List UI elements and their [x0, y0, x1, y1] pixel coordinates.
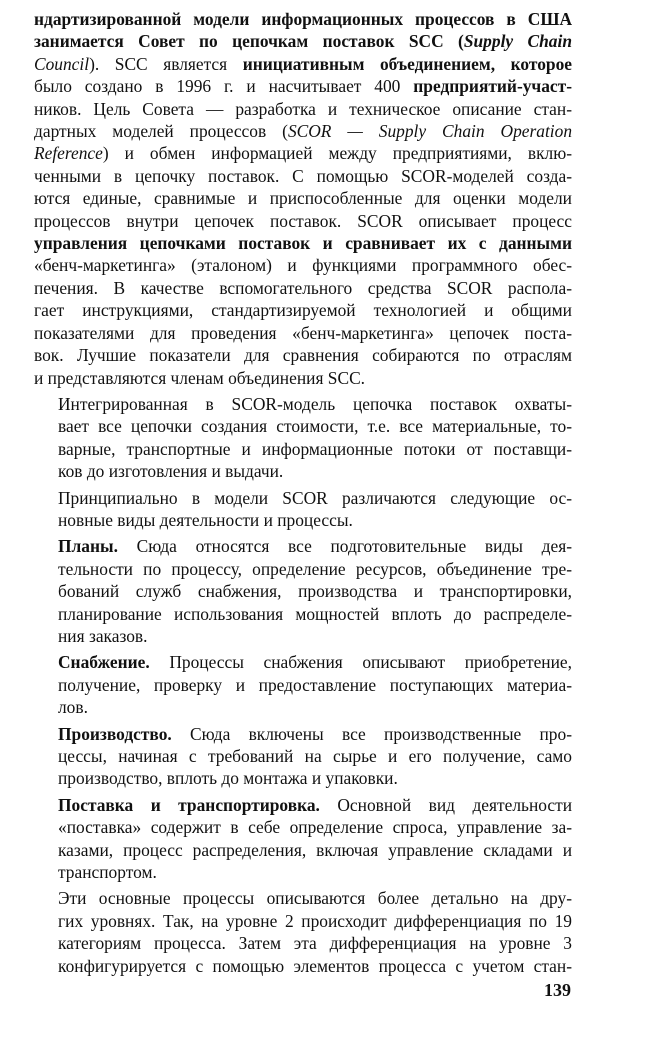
text-run: тельности по процессу, определение ресурсов, объединение тре- [58, 558, 572, 579]
text-run: получение, проверку и предоставление поступающих материа- [58, 674, 572, 695]
text-run: печения. В качестве вспомогательного средства SCOR распола- [34, 277, 572, 298]
text-line [34, 142, 572, 164]
text-run: Процессы снабжения описывают приобретение, [149, 652, 572, 673]
text-line [34, 344, 572, 366]
text-run: показателями для проведения «бенч-маркетинга» цепочек поста- [34, 322, 572, 343]
paragraph [34, 8, 572, 389]
text-run: варные, транспортные и информационные потоки от поставщи- [58, 438, 572, 459]
text-run: управления цепочками поставок и сравнивает их с данными [34, 233, 572, 254]
text-line [34, 120, 572, 142]
text-line [58, 861, 572, 883]
text-line [34, 367, 572, 389]
text-run: занимается Совет по цепочкам поставок SCC ( [34, 31, 464, 52]
text-run: Снабжение. [58, 652, 150, 673]
text-run: казами, процесс распределения, включая управление складами и [58, 839, 572, 860]
text-run: ) и обмен информацией между предприятиями, вклю- [102, 143, 572, 164]
text-line [34, 98, 572, 120]
text-line [58, 603, 572, 625]
text-run: «бенч-маркетинга» (эталоном) и функциями программного обес- [34, 255, 572, 276]
text-line [58, 415, 572, 437]
text-run: категориям процесса. Затем эта дифференциация на уровне 3 [58, 933, 572, 954]
text-run: ндартизированной модели информационных процессов в США [34, 9, 572, 29]
text-line [58, 794, 572, 816]
text-line [58, 910, 572, 932]
text-line [58, 932, 572, 954]
text-line [34, 277, 572, 299]
text-run: SCOR — Supply Chain Operation [287, 121, 573, 142]
text-run: ). SCC является [89, 53, 243, 74]
text-run: ков до изготовления и выдачи. [58, 461, 284, 482]
text-line [58, 955, 572, 977]
text-run: Интегрированная в SCOR-модель цепочка поставок охваты- [58, 393, 572, 414]
text-run: ченными в цепочку поставок. С помощью SCOR-моделей созда- [34, 165, 572, 186]
text-line [34, 322, 572, 344]
text-run: конфигурируется с помощью элементов процесса с учетом стан- [58, 955, 572, 976]
text-run: Council [34, 53, 90, 74]
text-line [58, 460, 572, 482]
text-run: Производство. [58, 723, 172, 744]
text-line [58, 816, 572, 838]
paragraph [34, 393, 572, 483]
text-run: процессов внутри цепочек поставок. SCOR описывает процесс [34, 210, 572, 231]
text-line [58, 487, 572, 509]
text-run: инициативным объединением, которое [242, 53, 572, 74]
page-number: 139 [544, 980, 571, 1000]
text-run: Планы. [58, 536, 118, 557]
paragraph [34, 794, 572, 884]
text-line [58, 438, 572, 460]
text-line [34, 8, 572, 30]
text-line [58, 696, 572, 718]
text-line [58, 651, 572, 673]
text-run: ются единые, сравнимые и приспособленные для оценки модели [34, 188, 572, 209]
paragraph [34, 487, 572, 532]
text-line [58, 723, 572, 745]
text-run: было создано в 1996 г. и насчитывает 400 [34, 76, 414, 97]
text-run: новные виды деятельности и процессы. [58, 509, 353, 530]
text-run: гает инструкциями, стандартизируемой технологией и общими [34, 300, 572, 321]
text-run: гих уровнях. Так, на уровне 2 происходит дифференциация по 19 [58, 910, 572, 931]
text-line [58, 393, 572, 415]
text-run: Reference [34, 143, 103, 164]
paragraph [34, 887, 572, 977]
text-run: предприятий-участ- [413, 76, 572, 97]
text-run: вок. Лучшие показатели для сравнения собираются по отраслям [34, 345, 572, 366]
text-line [58, 745, 572, 767]
text-line [34, 254, 572, 276]
paragraph [34, 535, 572, 647]
text-line [34, 299, 572, 321]
text-run: ния заказов. [58, 625, 148, 646]
text-line [34, 75, 572, 97]
text-line [58, 558, 572, 580]
text-line [58, 535, 572, 557]
paragraph [34, 723, 572, 790]
body-text [34, 8, 572, 977]
text-run: «поставка» содержит в себе определение спроса, управление за- [58, 817, 572, 838]
text-line [58, 625, 572, 647]
text-run: вает все цепочки создания стоимости, т.е. все материальные, то- [58, 416, 572, 437]
text-line [58, 674, 572, 696]
paragraph [34, 651, 572, 718]
text-line [34, 232, 572, 254]
text-run: цессы, начиная с требований на сырье и его получение, само [58, 746, 572, 766]
text-run: бований служб снабжения, производства и транспортировки, [58, 581, 572, 602]
text-run: Сюда относятся все подготовительные виды дея- [117, 536, 572, 557]
text-line [58, 580, 572, 602]
text-line [34, 53, 572, 75]
text-run: Эти основные процессы описываются более детально на дру- [58, 888, 572, 909]
text-line [34, 187, 572, 209]
text-line [34, 165, 572, 187]
text-run: планирование использования мощностей вплоть до распределе- [58, 603, 572, 624]
text-line [58, 887, 572, 909]
text-run: ников. Цель Совета — разработка и техническое описание стан- [34, 98, 572, 119]
text-run: Поставка и транспортировка. [58, 794, 320, 815]
text-run: Сюда включены все производственные про- [171, 723, 572, 744]
text-line [58, 509, 572, 531]
text-run: транспортом. [58, 862, 157, 883]
text-run: Основной вид деятельности [319, 794, 573, 815]
text-run: лов. [58, 697, 88, 718]
text-run: Supply Chain [463, 31, 572, 52]
text-line [34, 210, 572, 232]
text-run: Принципиально в модели SCOR различаются следующие ос- [58, 487, 572, 508]
text-line [34, 30, 572, 52]
text-line [58, 839, 572, 861]
text-run: производство, вплоть до монтажа и упаковки. [58, 768, 398, 789]
text-line [58, 767, 572, 789]
text-run: дартных моделей процессов ( [34, 121, 288, 142]
text-run: и представляются членам объединения SCC. [34, 367, 366, 388]
